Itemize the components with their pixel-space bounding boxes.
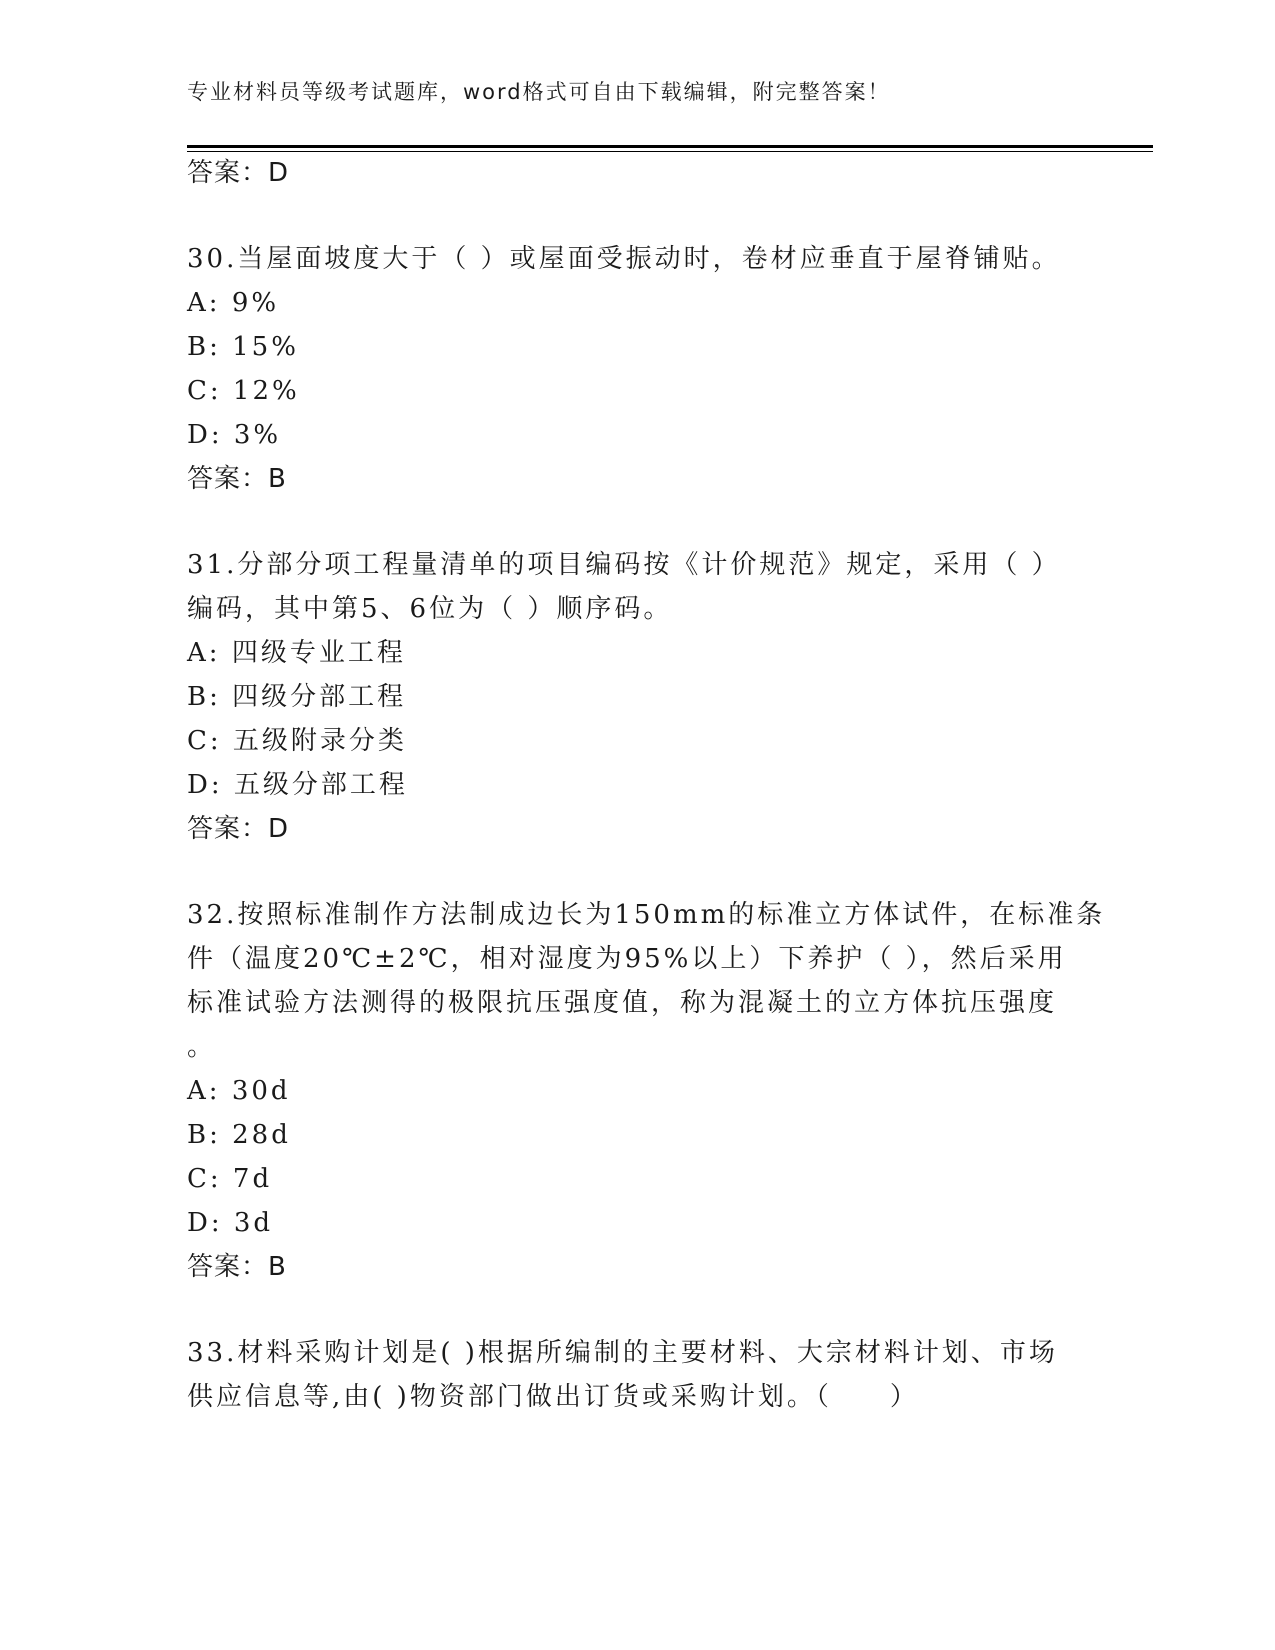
- question-30-option-c: [187, 378, 300, 404]
- question-31-line-1: 31.分部分项工程量清单的项目编码按《计价规范》规定，采用（ ）: [187, 550, 1061, 580]
- question-30-option-d: [187, 422, 281, 448]
- option-text: 四级专业工程: [231, 638, 406, 668]
- option-label: B:: [187, 332, 221, 362]
- answer-29: 答案：D: [187, 158, 290, 188]
- option-text: 9%: [231, 288, 280, 318]
- option-label: A:: [187, 1076, 221, 1106]
- question-31-option-b: [187, 684, 406, 710]
- question-32-option-d: [187, 1210, 273, 1236]
- header-rule-thick: [187, 145, 1153, 148]
- header-rule-thin: [187, 151, 1153, 152]
- option-text: 四级分部工程: [232, 682, 407, 712]
- question-33-line-1: 33.材料采购计划是( )根据所编制的主要材料、大宗材料计划、市场: [187, 1338, 1058, 1368]
- question-32-line-3: 标准试验方法测得的极限抗压强度值，称为混凝土的立方体抗压强度: [187, 988, 1058, 1018]
- question-30-option-a: [187, 290, 279, 316]
- option-label: C:: [187, 1164, 222, 1194]
- option-text: 12%: [232, 376, 300, 406]
- option-label: D:: [187, 1208, 223, 1238]
- answer-31: 答案：D: [187, 814, 290, 844]
- option-label: B:: [187, 1120, 221, 1150]
- question-33-line-2: 供应信息等,由( )物资部门做出订货或采购计划。（ ）: [187, 1382, 919, 1412]
- option-label: D:: [187, 420, 223, 450]
- answer-30: 答案：B: [187, 464, 287, 494]
- answer-32: 答案：B: [187, 1252, 287, 1282]
- question-32-option-a: [187, 1078, 291, 1104]
- option-text: 五级附录分类: [232, 726, 407, 756]
- option-text: 28d: [232, 1120, 291, 1150]
- question-31-option-d: [187, 772, 408, 798]
- question-32-option-c: [187, 1166, 272, 1192]
- option-label: B:: [187, 682, 221, 712]
- option-text: 五级分部工程: [233, 770, 408, 800]
- option-label: C:: [187, 726, 222, 756]
- question-30-line-1: 30.当屋面坡度大于（ ）或屋面受振动时，卷材应垂直于屋脊铺贴。: [187, 244, 1061, 274]
- option-text: 7d: [232, 1164, 273, 1194]
- option-text: 30d: [231, 1076, 291, 1106]
- question-32-option-b: [187, 1122, 291, 1148]
- option-label: A:: [187, 288, 221, 318]
- option-text: 15%: [232, 332, 299, 362]
- option-text: 3%: [233, 420, 282, 450]
- question-30-option-b: [187, 334, 299, 360]
- question-32-line-4: 。: [187, 1032, 217, 1062]
- question-31-option-c: [187, 728, 407, 754]
- question-31-option-a: [187, 640, 406, 666]
- page-header: 专业材料员等级考试题库，word格式可自由下载编辑，附完整答案！: [187, 80, 891, 104]
- option-label: C:: [187, 376, 222, 406]
- option-text: 3d: [233, 1208, 274, 1238]
- question-31-line-2: 编码，其中第5、6位为（ ）顺序码。: [187, 594, 673, 624]
- option-label: A:: [187, 638, 221, 668]
- question-32-line-1: 32.按照标准制作方法制成边长为150mm的标准立方体试件，在标准条: [187, 900, 1106, 930]
- question-32-line-2: 件（温度20℃±2℃，相对湿度为95%以上）下养护（ ），然后采用: [187, 944, 1067, 974]
- option-label: D:: [187, 770, 223, 800]
